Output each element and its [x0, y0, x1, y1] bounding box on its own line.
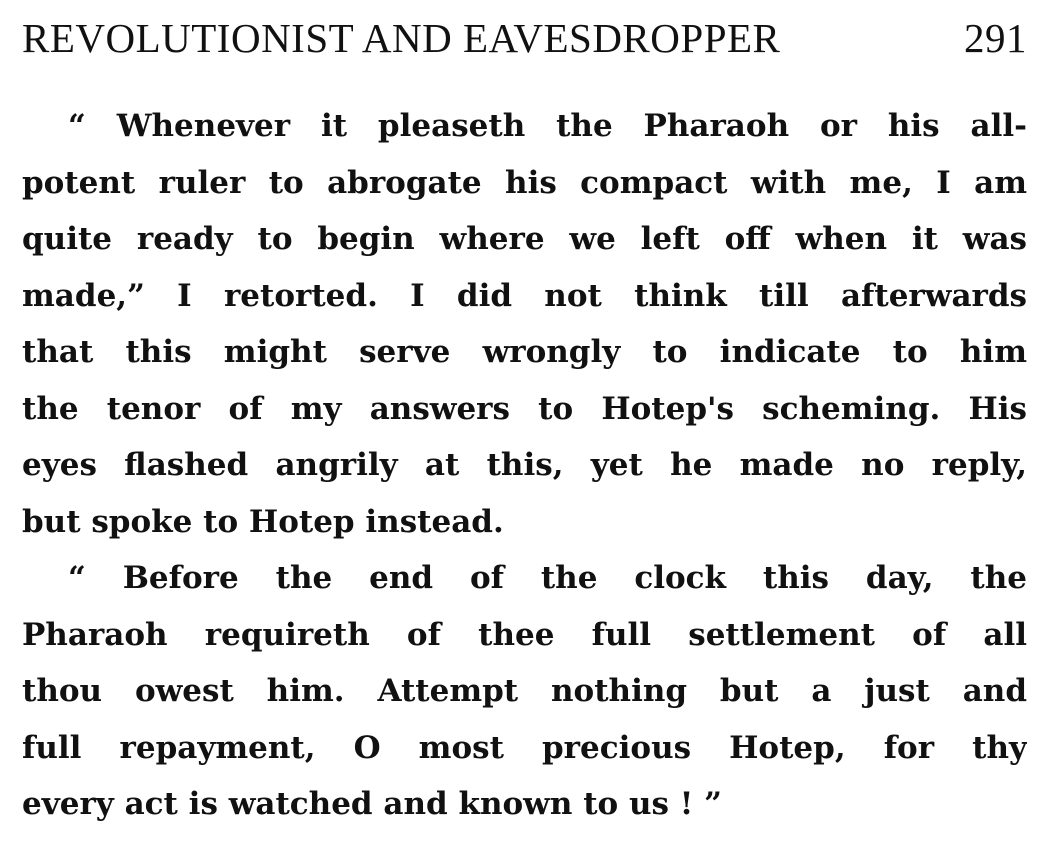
paragraph-1	[22, 98, 1027, 550]
text-line: potent ruler to abrogate his compact with me, I am	[22, 164, 1027, 201]
text-line: quite ready to begin where we left off when it was	[22, 221, 1027, 257]
text-line: every act is watched and known to us ! ”	[22, 786, 722, 822]
page-number: 291	[964, 15, 1027, 61]
text-line: the tenor of my answers to Hotep's scheming. His	[22, 390, 1027, 427]
book-page	[22, 14, 1027, 833]
paragraph-2	[22, 550, 1027, 833]
text-line: full repayment, O most precious Hotep, for thy	[22, 729, 1027, 766]
text-line: made,” I retorted. I did not think till afterwards	[22, 277, 1027, 314]
text-line: Pharaoh requireth of thee full settlement of all	[22, 616, 1027, 653]
text-line: thou owest him. Attempt nothing but a just and	[22, 673, 1027, 709]
text-line: but spoke to Hotep instead.	[22, 503, 504, 540]
text-line: “ Before the end of the clock this day, the	[68, 560, 1027, 596]
body-text	[22, 98, 1027, 833]
running-head	[22, 14, 1027, 70]
text-line: “ Whenever it pleaseth the Pharaoh or his all-	[68, 108, 1027, 144]
text-line: eyes flashed angrily at this, yet he made no reply,	[22, 447, 1027, 483]
text-line: that this might serve wrongly to indicate to him	[22, 334, 1027, 370]
chapter-title: REVOLUTIONIST AND EAVESDROPPER	[22, 15, 781, 61]
